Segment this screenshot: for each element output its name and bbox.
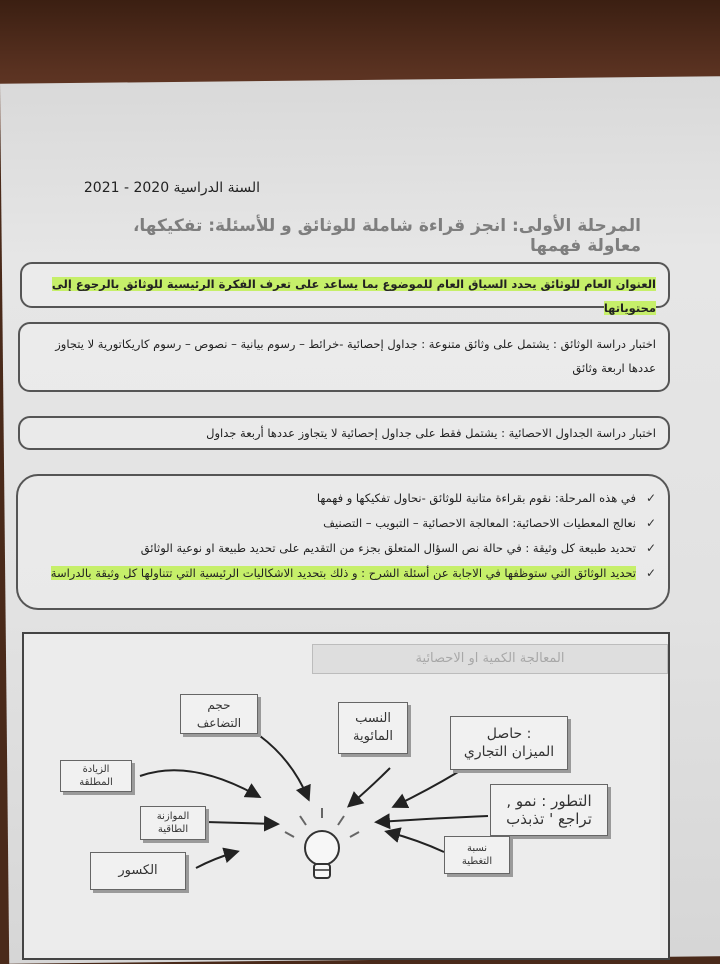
step-text: نعالج المعطيات الاحصائية: المعالجة الاحصائية – التبويب – التصنيف: [323, 516, 636, 530]
school-year-label: السنة الدراسية 2020 - 2021: [83, 180, 260, 196]
node-energy-balance: الموازنة الطاقية: [140, 806, 206, 840]
documents-exam-box: [18, 322, 670, 392]
step-text: تحديد الوثائق التي ستوظفها في الاجابة عن أسئلة الشرح : و ذلك بتحديد الاشكاليات الرئيسية التي تتناولها كل وثيقة بالدراسة: [50, 566, 636, 580]
node-percentages: النسب المائوية: [338, 702, 408, 754]
check-icon: ✓: [645, 516, 656, 530]
node-absolute-increase: الزيادة المطلقة: [60, 760, 132, 792]
list-item: [30, 536, 656, 561]
node-trade-balance: : حاصل الميزان التجاري: [450, 716, 568, 770]
step-text: تحديد طبيعة كل وثيقة : في حالة نص السؤال المتعلق بجزء من التقديم على تحديد طبيعة او نوعية الوثائق: [140, 541, 636, 555]
node-coverage-rate: نسبة التغطية: [444, 836, 510, 874]
tables-exam-box: [18, 416, 670, 450]
list-item: [30, 561, 656, 586]
check-icon: ✓: [645, 491, 656, 505]
stage-title: المرحلة الأولى: انجز قراءة شاملة للوثائق و للأسئلة: تفكيكها، معاولة فهمها: [132, 216, 641, 256]
documents-exam-text: اختبار دراسة الوثائق : يشتمل على وثائق متنوعة : جداول إحصائية -خرائط – رسوم بيانية – نصوص – رسوم كاريكاتورية لا يتجاوز عددها اربعة وثائق: [55, 337, 656, 375]
list-item: [30, 486, 656, 511]
step-text: في هذه المرحلة: نقوم بقراءة متانية للوثائق -نحاول تفكيكها و فهمها: [316, 491, 636, 505]
tables-exam-text: اختبار دراسة الجداول الاحصائية : يشتمل فقط على جداول إحصائية لا يتجاوز عددها أربعة جداول: [206, 426, 656, 440]
check-icon: ✓: [645, 566, 656, 580]
node-fractions: الكسور: [90, 852, 186, 890]
node-doubling-volume: حجم التضاعف: [180, 694, 258, 734]
check-icon: ✓: [645, 541, 656, 555]
node-evolution: التطور : نمو , تراجع ' تذبذب: [490, 784, 608, 836]
diagram-title: المعالجة الكمية او الاحصائية: [312, 644, 668, 674]
steps-list: [30, 486, 656, 586]
general-title-box: [20, 262, 670, 315]
general-title-text: العنوان العام للوثائق يحدد السياق العام للموضوع بما يساعد على تعرف الفكرة الرئيسية للوثائق بالرجوع إلى محتوياتها: [51, 277, 656, 315]
stage-steps-box: [16, 474, 670, 610]
list-item: [30, 511, 656, 536]
